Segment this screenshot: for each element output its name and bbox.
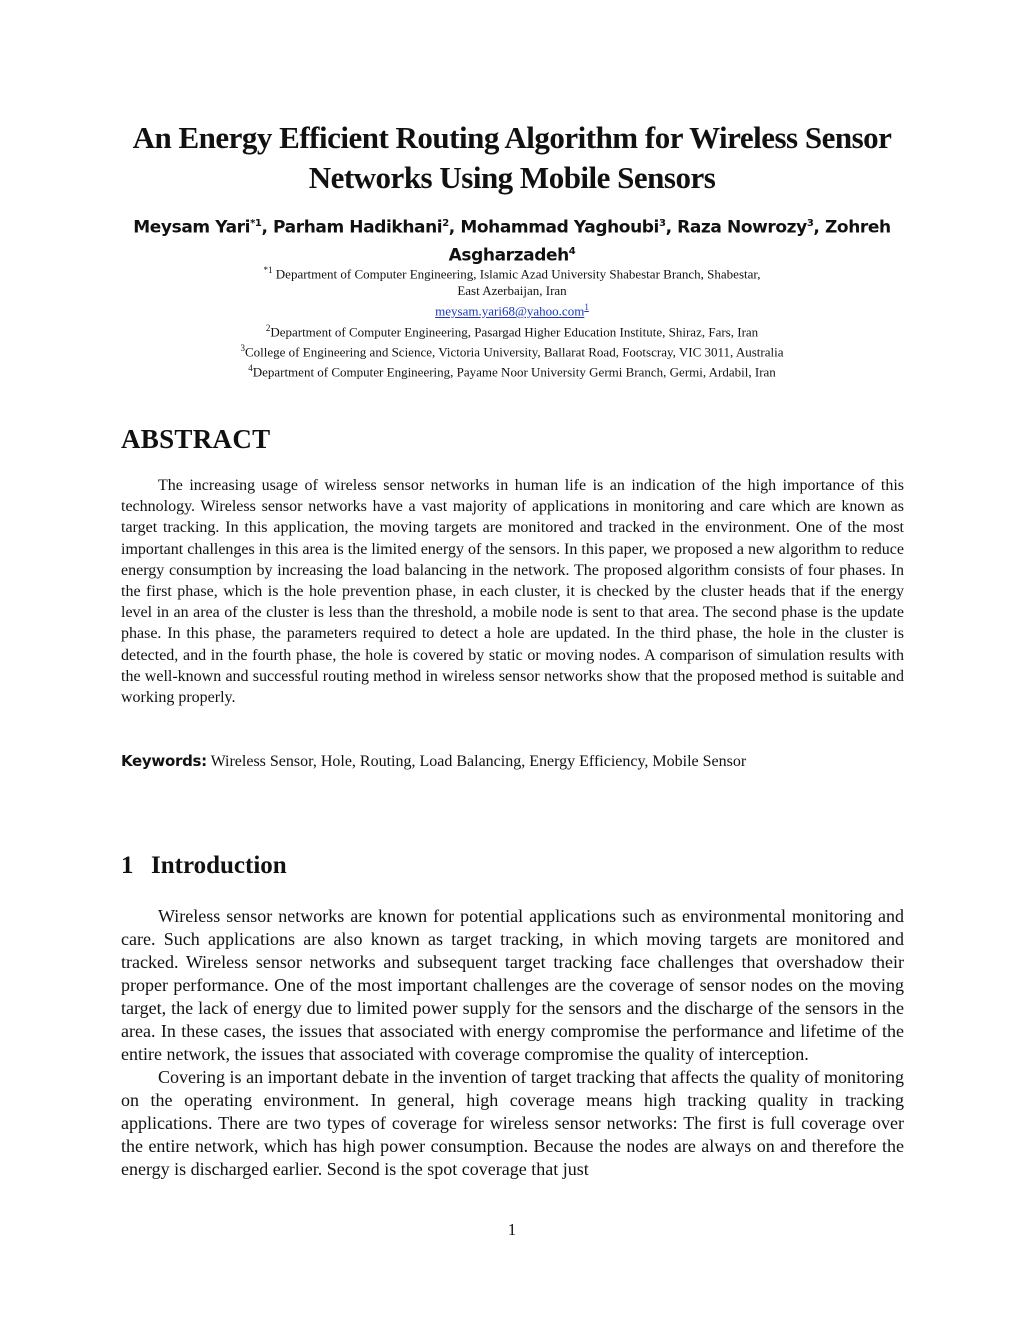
keywords-line xyxy=(121,750,746,773)
abstract-body xyxy=(121,475,904,708)
affil-sup: *1 xyxy=(263,265,273,275)
email-sup: 1 xyxy=(584,302,589,313)
affil-sup: 3 xyxy=(240,342,245,353)
abstract-heading: ABSTRACT xyxy=(121,424,271,454)
author-sup: *1 xyxy=(250,218,262,229)
keywords-text: Wireless Sensor, Hole, Routing, Load Balancing, Energy Efficiency, Mobile Sensor xyxy=(210,753,747,770)
author-name: Zohreh Asgharzadeh xyxy=(448,217,891,266)
author-sup: 2 xyxy=(442,218,449,229)
email-link[interactable]: meysam.yari68@yahoo.com xyxy=(435,303,585,319)
affiliation-2 xyxy=(100,320,924,340)
email-line xyxy=(100,299,924,319)
affiliation-1-cont: East Azerbaijan, Iran xyxy=(457,283,567,299)
section-title: Introduction xyxy=(151,852,287,879)
affiliations xyxy=(100,262,924,381)
abstract-paragraph: The increasing usage of wireless sensor networks in human life is an indication of the high importance of this technology. Wireless sensor networks have a vast majority of applications in monitoring and care which are known as target tracking. In this application, the moving targets are monitored and tracked in the environment. One of the most important challenges in this area is the limited energy of the sensors. In this paper, we proposed a new algorithm to reduce energy consumption by increasing the load balancing in the network. The proposed algorithm consists of four phases. In the first phase, which is the hole prevention phase, in each cluster, it is checked by the cluster heads that if the energy level in an area of the cluster is less than the threshold, a mobile node is sent to that area. The second phase is the update phase. In this phase, the parameters required to detect a hole are updated. In the third phase, the hole in the cluster is detected, and in the fourth phase, the hole is covered by static or moving nodes. A comparison of simulation results with the well-known and successful routing method in wireless sensor networks show that the proposed method is suitable and working properly. xyxy=(121,477,904,707)
author-list: Meysam Yari$^{*1}$, Parham Hadikhani$^2$, Mohammad Yaghoubi$^3$, Raza Nowrozy$^3$, Zohreh Asgharzadeh$^4$ xyxy=(133,217,891,266)
title-line-2: Networks Using Mobile Sensors xyxy=(308,160,716,195)
section-number: 1 xyxy=(121,852,134,879)
affil-text: Department of Computer Engineering, Islamic Azad University Shabestar Branch, Shabestar, xyxy=(275,266,761,282)
affil-sup: 2 xyxy=(265,322,271,333)
author-name: Mohammad Yaghoubi xyxy=(460,217,659,238)
author-name: Meysam Yari xyxy=(133,217,251,238)
affil-sup: 4 xyxy=(248,363,253,374)
title-line-1: An Energy Efficient Routing Algorithm for Wireless Sensor xyxy=(132,120,892,155)
affil-text: Department of Computer Engineering, Payame Noor University Germi Branch, Germi, Ardabil, Iran xyxy=(252,364,776,380)
introduction-body xyxy=(121,905,904,1181)
keywords-label: Keywords: xyxy=(121,752,207,770)
author-sup: 3 xyxy=(806,218,814,229)
author-name: Raza Nowrozy xyxy=(677,217,807,238)
paper-title xyxy=(80,118,944,198)
affiliation-4 xyxy=(100,360,924,380)
section-heading-introduction xyxy=(121,852,287,880)
affiliation-1 xyxy=(100,262,924,282)
affil-text: College of Engineering and Science, Victoria University, Ballarat Road, Footscray, VIC 3011, Australia xyxy=(245,344,784,360)
intro-paragraph-1: Wireless sensor networks are known for potential applications such as environmental monitoring and care. Such applications are also known as target tracking, in which moving targets are monitored and tracked. Wireless sensor networks and subsequent target tracking face challenges that overshadow their proper performance. One of the most important challenges are the coverage of sensor nodes on the moving target, the lack of energy due to limited power supply for the sensors and the discharge of the sensors in the area. In these cases, the issues that associated with energy compromise the performance and lifetime of the entire network, the issues that associated with coverage compromise the quality of interception. xyxy=(121,906,904,1064)
author-sup: 4 xyxy=(568,245,576,257)
page-number: 1 xyxy=(507,1220,517,1239)
author-name: Parham Hadikhani xyxy=(273,217,443,238)
affiliation-3 xyxy=(100,340,924,360)
intro-paragraph-2: Covering is an important debate in the invention of target tracking that affects the quality of monitoring on the operating environment. In general, high coverage means high tracking quality in tracking applications. There are two types of coverage for wireless sensor networks: The first is full coverage over the entire network, which has high power consumption. Because the nodes are always on and therefore the energy is discharged earlier. Second is the spot coverage that just xyxy=(121,1067,904,1179)
author-sup: 3 xyxy=(659,218,666,229)
affil-text: Department of Computer Engineering, Pasargad Higher Education Institute, Shiraz, Fars, Iran xyxy=(270,323,759,339)
